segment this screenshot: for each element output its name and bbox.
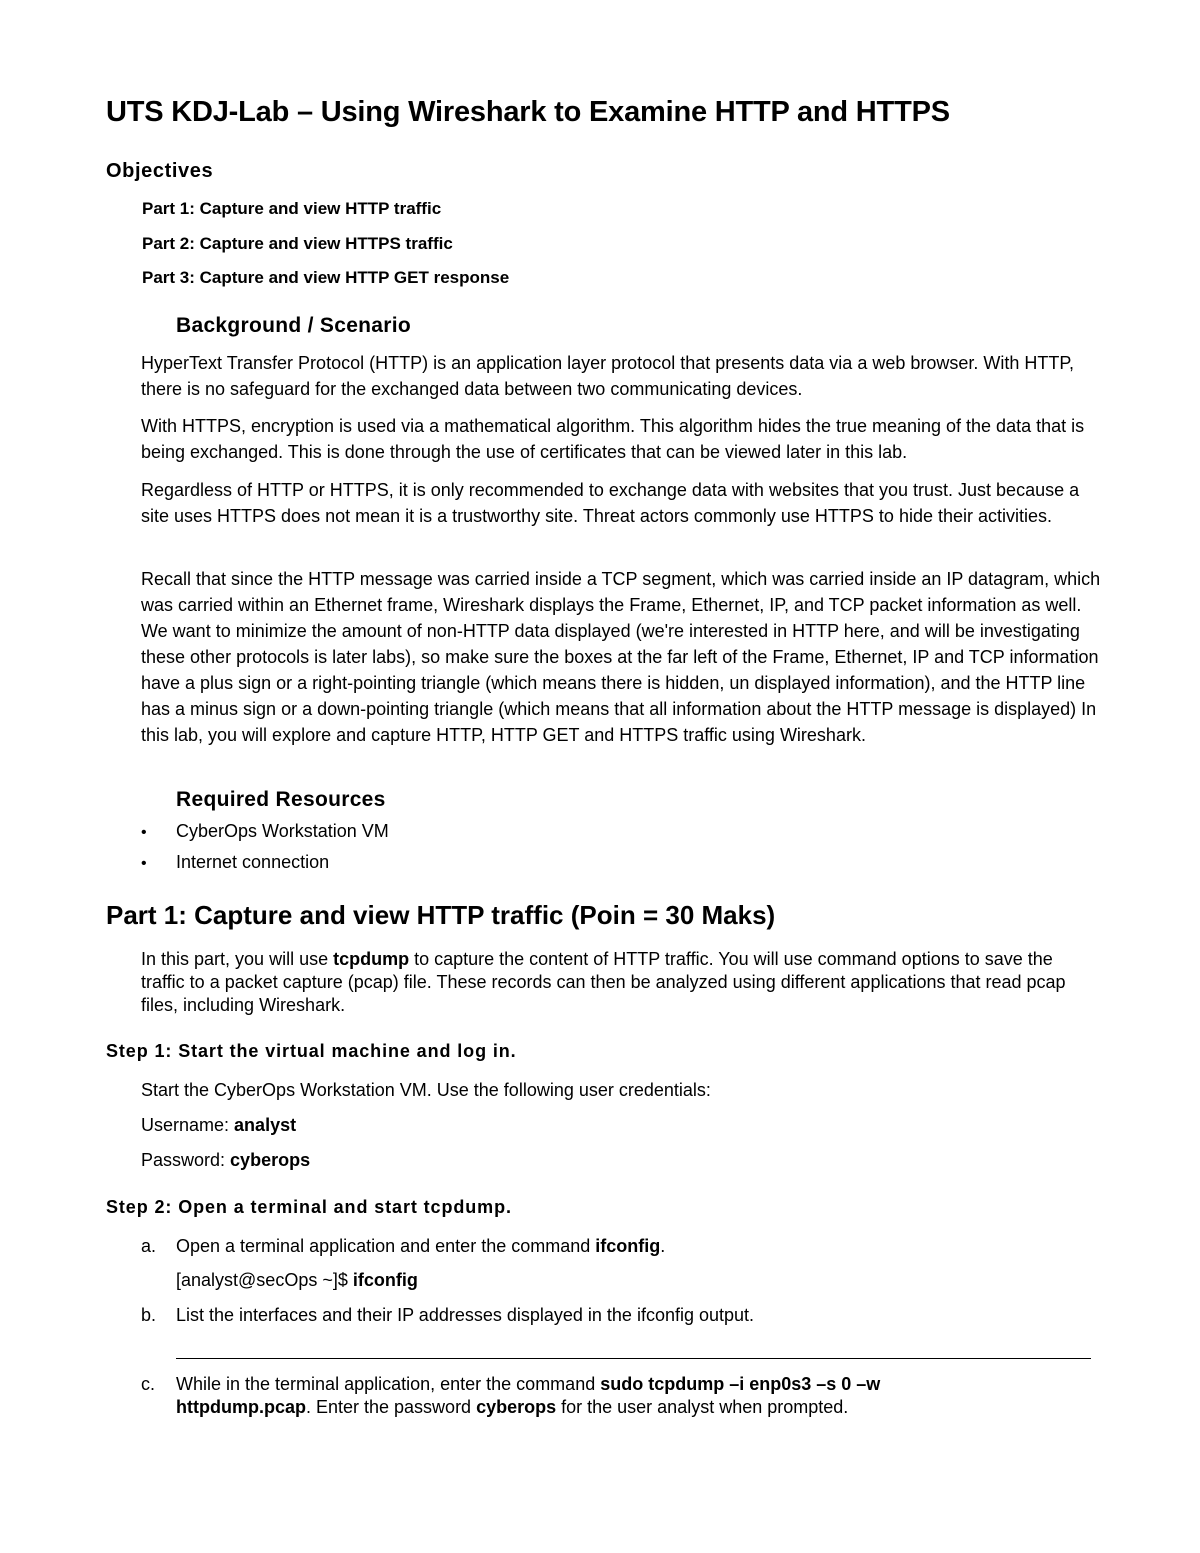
resources-heading: Required Resources — [176, 788, 386, 811]
objective-item: Part 3: Capture and view HTTP GET response — [142, 268, 510, 287]
step1-text: Start the CyberOps Workstation VM. Use the following user credentials: — [141, 1080, 711, 1100]
step2-heading: Step 2: Open a terminal and start tcpdump. — [106, 1197, 512, 1217]
paragraph-text: Recall that since the HTTP message was carried inside a TCP segment, which was carried inside an IP datagram, which was carried within an Ethernet frame, Wireshark displays the Frame, Ethernet, IP, and TCP packet information as well. We want to minimize the amount of non-HTTP data displayed (we're interested in HTTP here, and will be investigating these other protocols is later labs), so make sure the boxes at the far left of the Frame, Ethernet, IP and TCP information have a plus sign or a right-pointing triangle (which means there is hidden, un displayed information), and the HTTP line has a minus sign or a down-pointing triangle (which means that all information about the HTTP message is displayed) In this lab, you will explore and capture HTTP, HTTP GET and HTTPS traffic using Wireshark. — [141, 569, 1101, 745]
ifconfig-command: ifconfig — [595, 1236, 661, 1256]
background-paragraph — [141, 413, 1101, 465]
resource-text: CyberOps Workstation VM — [176, 821, 389, 841]
item-text: Open a terminal application and enter the command — [176, 1236, 596, 1256]
answer-line — [176, 1358, 1091, 1359]
step1-heading: Step 1: Start the virtual machine and log in. — [106, 1041, 517, 1061]
tcpdump-command: tcpdump — [333, 949, 410, 969]
item-label: b. — [141, 1305, 157, 1325]
item-text: While in the terminal application, enter the command — [176, 1374, 601, 1394]
background-paragraph — [141, 566, 1101, 748]
password-value: cyberops — [476, 1397, 557, 1417]
paragraph-text: HyperText Transfer Protocol (HTTP) is an application layer protocol that presents data via a web browser. With HTTP, there is no safeguard for the exchanged data between two communicating devices. — [141, 353, 1075, 399]
part1-title: Part 1: Capture and view HTTP traffic (Poin = 30 Maks) — [106, 900, 776, 930]
intro-text: In this part, you will use — [141, 949, 334, 969]
paragraph-text: With HTTPS, encryption is used via a mathematical algorithm. This algorithm hides the true meaning of the data that is being exchanged. This is done through the use of certificates that can be viewed later in this lab. — [141, 416, 1085, 462]
step2-item-a — [141, 1236, 665, 1257]
password-value: cyberops — [230, 1150, 311, 1170]
intro-text: to capture the content of HTTP traffic. You will use command options to save the traffic to a packet capture (pcap) file. These records can then be analyzed using different applications that read pcap files, including Wireshark. — [141, 949, 1066, 1015]
resource-item — [141, 821, 389, 842]
item-text-block — [176, 1373, 976, 1419]
resource-item — [141, 852, 329, 873]
username-label: Username: — [141, 1115, 235, 1135]
username-line — [141, 1115, 296, 1136]
background-paragraph — [141, 350, 1101, 402]
background-paragraph — [141, 477, 1101, 529]
prompt-command: ifconfig — [352, 1270, 418, 1290]
item-text: List the interfaces and their IP addresses displayed in the ifconfig output. — [176, 1305, 755, 1325]
paragraph-text: Regardless of HTTP or HTTPS, it is only recommended to exchange data with websites that you trust. Just because a site uses HTTPS does not mean it is a trustworthy site. Threat actors commonly use HTTPS to hide their activities. — [141, 480, 1080, 526]
step2-item-b — [141, 1305, 754, 1326]
background-heading: Background / Scenario — [176, 314, 412, 337]
item-text: . — [660, 1236, 666, 1256]
username-value: analyst — [234, 1115, 297, 1135]
objective-item: Part 1: Capture and view HTTP traffic — [142, 199, 442, 218]
resource-text: Internet connection — [176, 852, 330, 872]
document-title: UTS KDJ-Lab – Using Wireshark to Examine HTTP and HTTPS — [106, 96, 950, 128]
terminal-prompt: [analyst@secOps ~]$ — [176, 1270, 353, 1290]
part1-intro — [141, 948, 1101, 1017]
objectives-heading: Objectives — [106, 160, 214, 182]
password-label: Password: — [141, 1150, 231, 1170]
terminal-prompt-line — [176, 1270, 418, 1291]
tcpdump-full-command: sudo tcpdump –i enp0s3 –s 0 –w httpdump.pcap — [176, 1374, 881, 1417]
password-line — [141, 1150, 310, 1171]
objective-item: Part 2: Capture and view HTTPS traffic — [142, 234, 453, 253]
bullet-icon: • — [141, 824, 147, 841]
item-text: for the user analyst when prompted. — [556, 1397, 849, 1417]
item-text: . Enter the password — [305, 1397, 477, 1417]
item-label: a. — [141, 1236, 157, 1256]
bullet-icon: • — [141, 855, 147, 872]
item-label: c. — [141, 1374, 156, 1394]
